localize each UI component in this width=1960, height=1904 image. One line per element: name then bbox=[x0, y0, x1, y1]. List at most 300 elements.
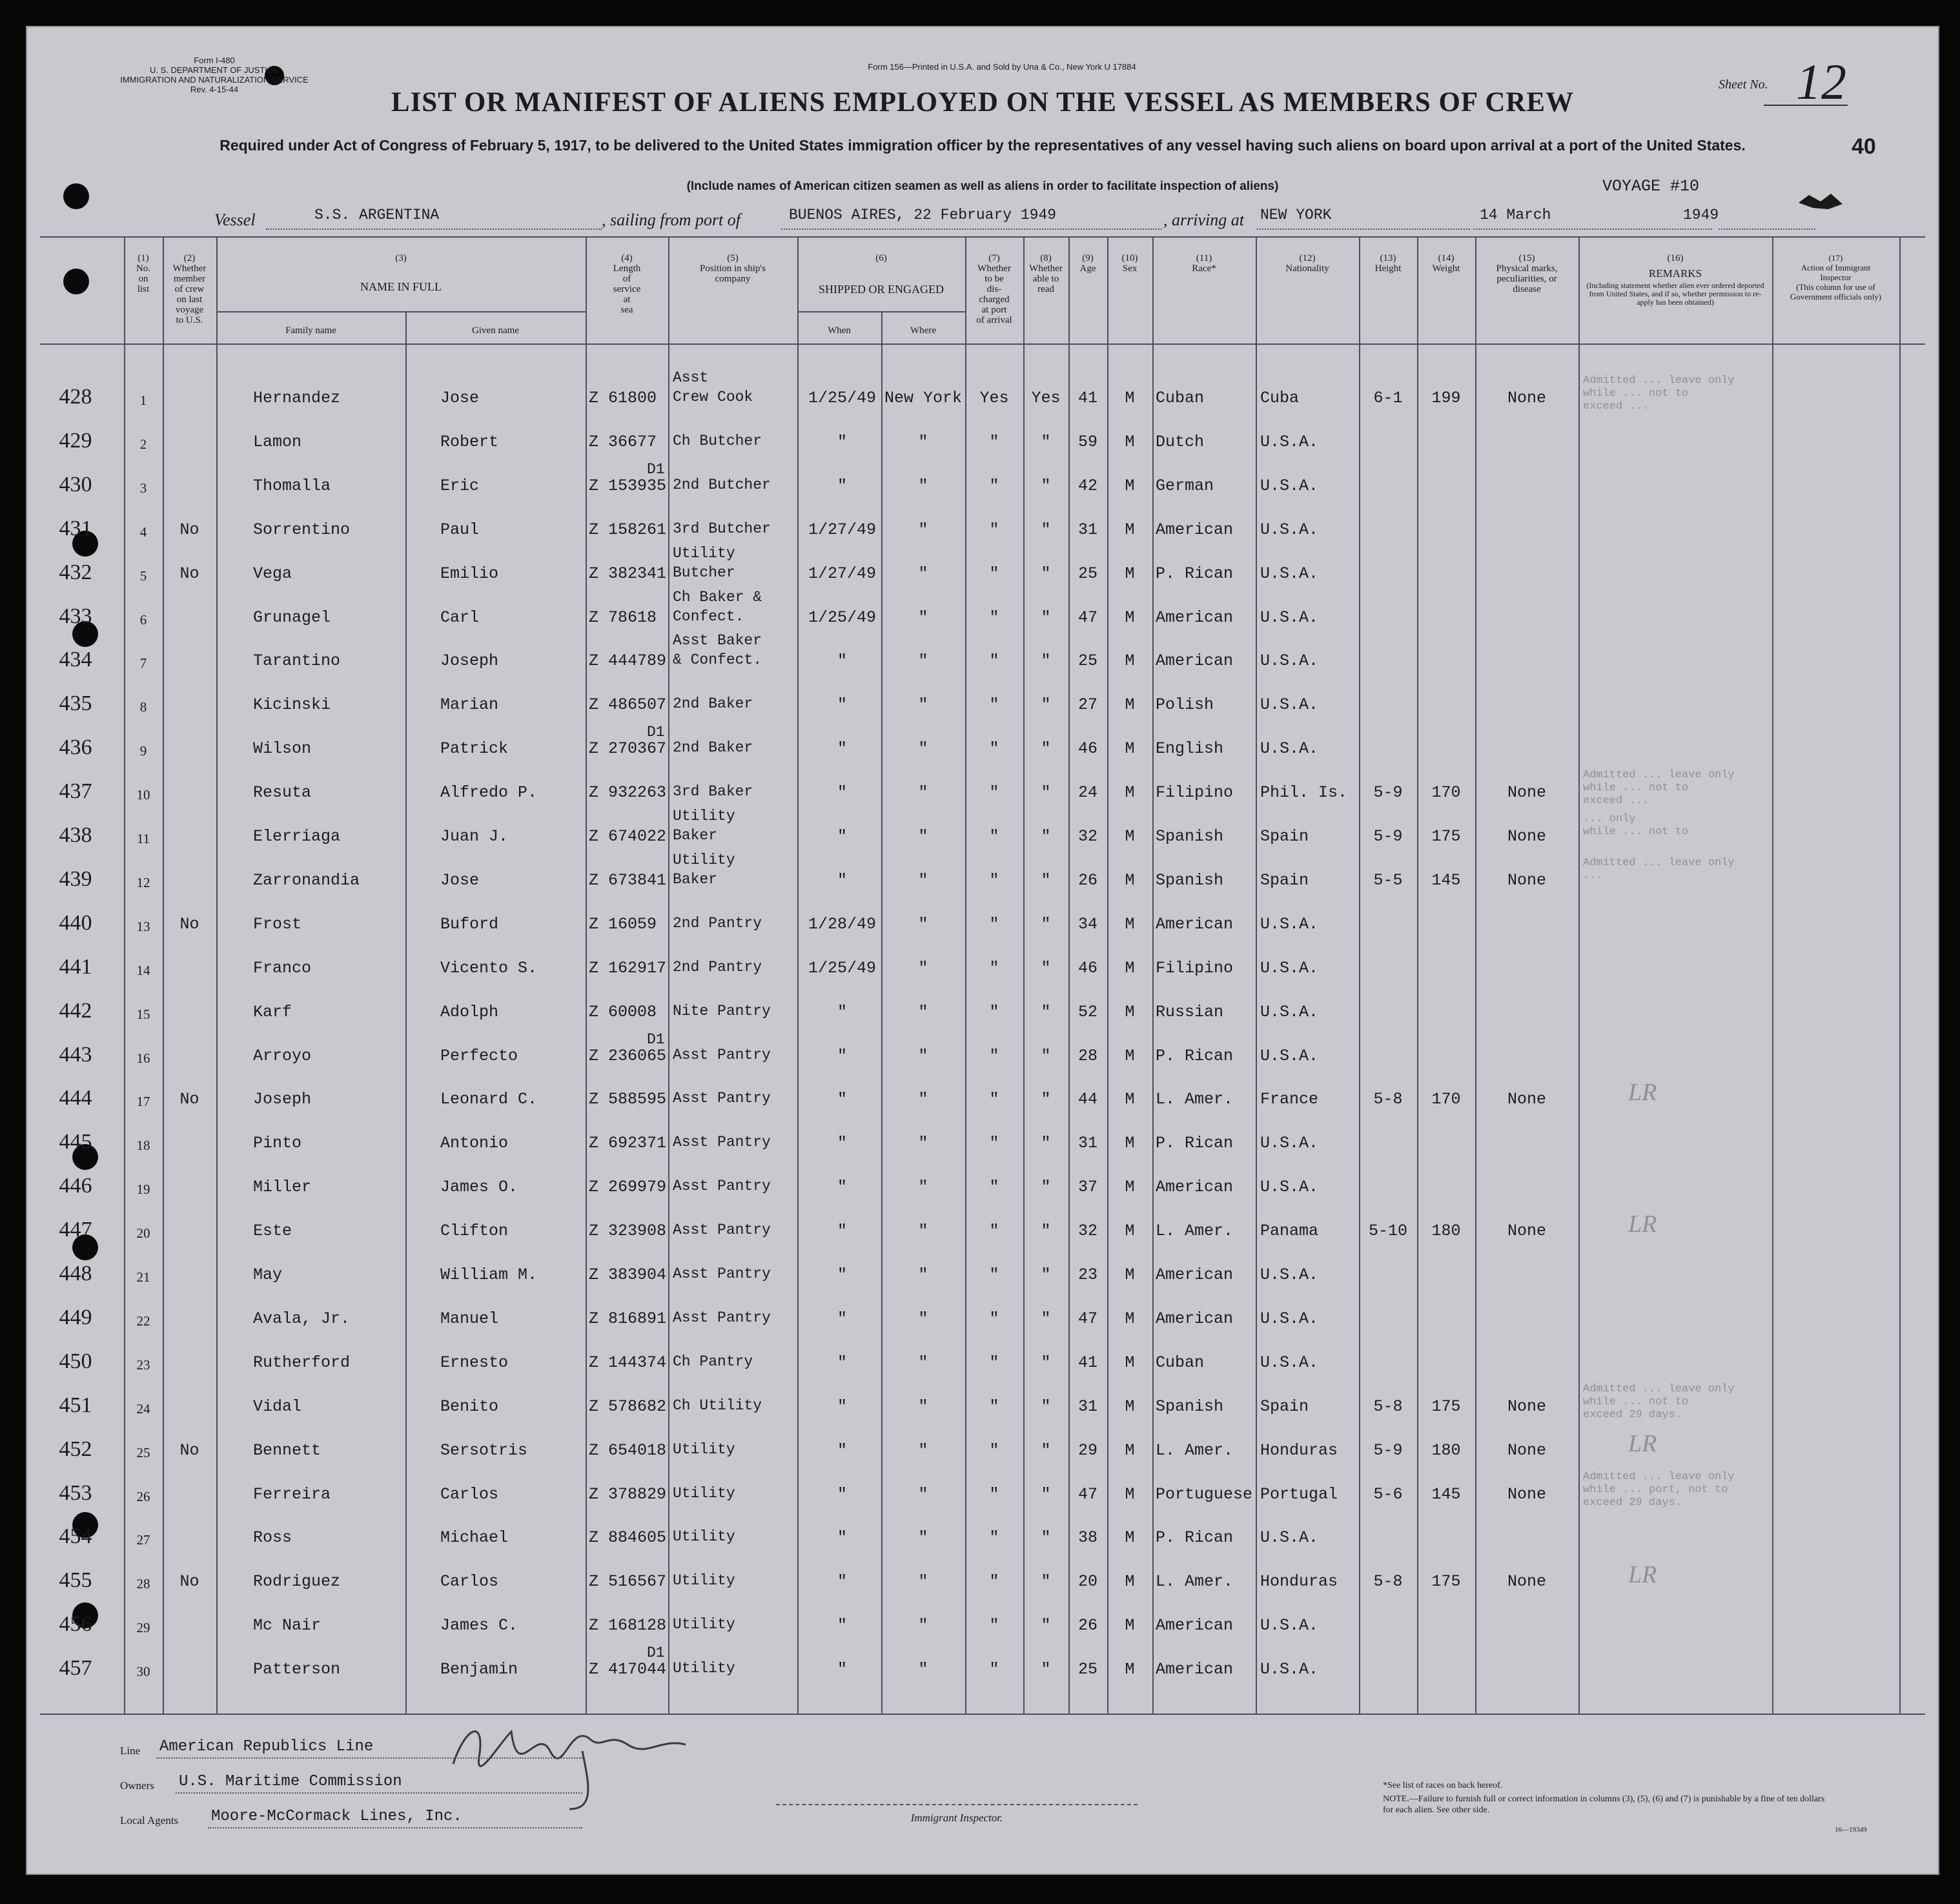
cell-position: Ch Baker & bbox=[673, 588, 762, 606]
vessel-underline bbox=[266, 229, 602, 230]
cell-no: 5 bbox=[139, 568, 147, 584]
department-name: U. S. DEPARTMENT OF JUSTICE bbox=[149, 65, 280, 75]
cell-race: American bbox=[1156, 1309, 1234, 1328]
cell-when: " bbox=[837, 1309, 847, 1328]
list-line-number: 451 bbox=[59, 1393, 92, 1417]
list-line-number: 449 bbox=[59, 1305, 92, 1329]
cell-height: 5-8 bbox=[1373, 1090, 1403, 1109]
cell-age: 47 bbox=[1077, 608, 1097, 627]
cell-nationality: U.S.A. bbox=[1260, 432, 1319, 451]
table-row bbox=[27, 632, 1938, 679]
inspector-signature-line bbox=[776, 1804, 1138, 1805]
cell-sex: M bbox=[1125, 827, 1135, 846]
cell-family: Wilson bbox=[253, 739, 312, 759]
cell-age: 31 bbox=[1077, 1397, 1097, 1416]
cell-race: Spanish bbox=[1156, 870, 1224, 890]
cell-service: Z 588595 bbox=[589, 1090, 667, 1109]
cell-service: Z 884605 bbox=[589, 1528, 667, 1548]
cell-nationality: U.S.A. bbox=[1260, 651, 1319, 671]
cell-race: L. Amer. bbox=[1156, 1090, 1234, 1109]
cell-position: Utility bbox=[673, 1660, 735, 1677]
cell-nationality: U.S.A. bbox=[1260, 739, 1319, 759]
cell-where: " bbox=[918, 476, 928, 495]
cell-race: P. Rican bbox=[1156, 564, 1234, 583]
cell-position: Utility bbox=[673, 1528, 735, 1546]
cell-sex: M bbox=[1125, 1572, 1135, 1592]
table-row bbox=[27, 1162, 1938, 1205]
cell-nationality: Cuba bbox=[1260, 389, 1300, 407]
cell-height: 5-6 bbox=[1373, 1484, 1403, 1504]
cell-position: Utility bbox=[673, 544, 735, 562]
cell-nationality: U.S.A. bbox=[1260, 914, 1319, 934]
revision-date: Rev. 4-15-44 bbox=[190, 85, 239, 94]
cell-service: Z 516567 bbox=[589, 1572, 667, 1592]
cell-given: Robert bbox=[440, 432, 499, 451]
table-row bbox=[27, 1382, 1938, 1425]
list-line-number: 450 bbox=[59, 1349, 92, 1373]
col-header-action: (17) Action of Immigrant Inspector (This column for use of Government officials only) bbox=[1790, 253, 1882, 302]
cell-service-note: D1 bbox=[647, 460, 665, 478]
cell-position: 2nd Pantry bbox=[673, 914, 762, 932]
cell-race: Russian bbox=[1156, 1002, 1224, 1021]
cell-read: " bbox=[1041, 1046, 1051, 1065]
cell-given: Perfecto bbox=[440, 1046, 518, 1065]
cell-given: Eric bbox=[440, 476, 480, 495]
cell-nationality: U.S.A. bbox=[1260, 1178, 1319, 1197]
cell-service: Z 144374 bbox=[589, 1353, 667, 1372]
cell-service: Z 578682 bbox=[589, 1397, 667, 1416]
cell-sex: M bbox=[1125, 870, 1135, 890]
cell-service: Z 168128 bbox=[589, 1616, 667, 1635]
cell-nationality: U.S.A. bbox=[1260, 1046, 1319, 1065]
list-line-number: 436 bbox=[59, 735, 92, 760]
list-line-number: 455 bbox=[59, 1568, 92, 1593]
cell-remarks: Admitted ... leave only bbox=[1583, 1382, 1735, 1395]
list-line-number: 438 bbox=[59, 823, 92, 847]
cell-service: Z 323908 bbox=[589, 1222, 667, 1241]
cell-when: " bbox=[837, 432, 847, 451]
cell-age: 46 bbox=[1077, 739, 1097, 759]
cell-sex: M bbox=[1125, 432, 1135, 451]
vessel-label: Vessel bbox=[214, 210, 256, 229]
cell-race: Spanish bbox=[1156, 827, 1224, 846]
cell-age: 52 bbox=[1077, 1002, 1097, 1021]
cell-height: 5-8 bbox=[1373, 1397, 1403, 1416]
cell-race: American bbox=[1156, 1616, 1234, 1635]
table-row bbox=[27, 724, 1938, 767]
cell-age: 44 bbox=[1077, 1090, 1097, 1109]
list-line-number: 453 bbox=[59, 1480, 92, 1505]
cell-family: Ross bbox=[253, 1528, 292, 1548]
cell-no: 18 bbox=[136, 1138, 150, 1154]
cell-sex: M bbox=[1125, 914, 1135, 934]
cell-read: " bbox=[1041, 739, 1051, 759]
col-header-age: (9) Age bbox=[1079, 253, 1096, 274]
cell-remarks: Admitted ... leave only bbox=[1583, 374, 1735, 387]
cell-position: Asst Pantry bbox=[673, 1309, 771, 1326]
col-header-race: (11) Race* bbox=[1192, 253, 1216, 274]
cell-position: Baker bbox=[673, 870, 718, 888]
cell-height: 5-9 bbox=[1373, 827, 1403, 846]
cell-remarks: Admitted ... leave only bbox=[1583, 856, 1735, 869]
cell-read: " bbox=[1041, 1134, 1051, 1153]
cell-read: " bbox=[1041, 870, 1051, 890]
cell-action: LR bbox=[1628, 1211, 1657, 1238]
table-row bbox=[27, 1644, 1938, 1688]
col-header-remarks: REMARKS bbox=[1648, 267, 1702, 280]
cell-read: " bbox=[1041, 608, 1051, 627]
cell-where: " bbox=[918, 1440, 928, 1460]
owners-value: U.S. Maritime Commission bbox=[179, 1773, 402, 1790]
cell-where: " bbox=[918, 1484, 928, 1504]
cell-height: 5-5 bbox=[1373, 870, 1403, 890]
cell-age: 32 bbox=[1077, 827, 1097, 846]
cell-sex: M bbox=[1125, 1309, 1135, 1328]
table-row bbox=[27, 1601, 1938, 1644]
col-header-weight: (14) Weight bbox=[1432, 253, 1460, 274]
cell-where: " bbox=[918, 520, 928, 539]
cell-service: Z 158261 bbox=[589, 520, 667, 539]
cell-race: Filipino bbox=[1156, 783, 1234, 803]
cell-sex: M bbox=[1125, 608, 1135, 627]
cell-position: 3rd Baker bbox=[673, 783, 753, 801]
cell-given: Alfredo P. bbox=[440, 783, 538, 803]
cell-family: Patterson bbox=[253, 1660, 341, 1679]
cell-marks: None bbox=[1507, 1397, 1546, 1416]
cell-discharged: " bbox=[989, 870, 999, 890]
list-line-number: 433 bbox=[59, 604, 92, 628]
cell-read: " bbox=[1041, 914, 1051, 934]
cell-sex: M bbox=[1125, 1222, 1135, 1241]
cell-nationality: Phil. Is. bbox=[1260, 783, 1348, 803]
cell-given: Antonio bbox=[440, 1134, 509, 1153]
agents-label: Local Agents bbox=[120, 1814, 179, 1827]
table-row bbox=[27, 544, 1938, 592]
cell-discharged: " bbox=[989, 1528, 999, 1548]
list-line-number: 442 bbox=[59, 998, 92, 1023]
cell-nationality: Spain bbox=[1260, 827, 1309, 846]
owners-label: Owners bbox=[120, 1779, 154, 1792]
signature bbox=[440, 1686, 737, 1816]
cell-when: 1/27/49 bbox=[808, 564, 877, 583]
cell-position: Butcher bbox=[673, 564, 735, 581]
cell-when: " bbox=[837, 1090, 847, 1109]
cell-position: Utility bbox=[673, 1484, 735, 1502]
cell-where: " bbox=[918, 1265, 928, 1284]
cell-action: LR bbox=[1628, 1079, 1657, 1107]
cell-remarks: exceed ... bbox=[1583, 400, 1649, 413]
cell-race: Portuguese bbox=[1156, 1484, 1253, 1504]
cell-given: William M. bbox=[440, 1265, 538, 1284]
cell-when: " bbox=[837, 1353, 847, 1372]
cell-service: Z 60008 bbox=[589, 1002, 657, 1021]
cell-position: Crew Cook bbox=[673, 389, 753, 405]
cell-race: Cuban bbox=[1156, 1353, 1205, 1372]
cell-age: 42 bbox=[1077, 476, 1097, 495]
cell-no: 25 bbox=[136, 1444, 150, 1460]
cell-service: Z 162917 bbox=[589, 958, 667, 978]
cell-position: 2nd Butcher bbox=[673, 476, 771, 493]
cell-position: Nite Pantry bbox=[673, 1002, 771, 1019]
cell-position: 2nd Pantry bbox=[673, 958, 762, 976]
cell-discharged: " bbox=[989, 695, 999, 715]
cell-sex: M bbox=[1125, 1353, 1135, 1372]
cell-nationality: Spain bbox=[1260, 1397, 1309, 1416]
cell-where: " bbox=[918, 1134, 928, 1153]
cell-nationality: U.S.A. bbox=[1260, 1528, 1319, 1548]
cell-discharged: " bbox=[989, 432, 999, 451]
cell-position: 3rd Butcher bbox=[673, 520, 771, 537]
form-code: 16—19349 bbox=[1835, 1826, 1867, 1834]
cell-no: 23 bbox=[136, 1356, 150, 1373]
cell-no: 20 bbox=[136, 1225, 150, 1242]
col-header-read: (8) Whether able to read bbox=[1029, 253, 1063, 294]
list-line-number: 440 bbox=[59, 910, 92, 935]
cell-sex: M bbox=[1125, 1178, 1135, 1197]
list-line-number: 435 bbox=[59, 691, 92, 716]
cell-nationality: Honduras bbox=[1260, 1440, 1338, 1460]
cell-no: 11 bbox=[136, 831, 150, 846]
cell-service: Z 486507 bbox=[589, 695, 667, 715]
cell-no: 22 bbox=[136, 1313, 150, 1329]
list-line-number: 454 bbox=[59, 1524, 92, 1549]
cell-family: Elerriaga bbox=[253, 827, 341, 846]
penalty-note: NOTE.—Failure to furnish full or correct information in columns (3), (5), (6) and (7) is punishable by a fine of ten dollars for each alien. See other side. bbox=[1383, 1794, 1825, 1815]
list-line-number: 428 bbox=[59, 385, 92, 409]
cell-remarks: while ... not to bbox=[1583, 782, 1689, 795]
cell-discharged: " bbox=[989, 827, 999, 846]
cell-no: 28 bbox=[136, 1576, 150, 1592]
cell-sex: M bbox=[1125, 1440, 1135, 1460]
cell-sex: M bbox=[1125, 695, 1135, 715]
cell-no: 10 bbox=[136, 787, 150, 803]
cell-no: 1 bbox=[139, 393, 147, 408]
cell-prev: No bbox=[179, 1440, 199, 1460]
cell-remarks: ... only bbox=[1583, 813, 1636, 825]
cell-sex: M bbox=[1125, 1046, 1135, 1065]
cell-given: Leonard C. bbox=[440, 1090, 538, 1109]
cell-race: Filipino bbox=[1156, 958, 1234, 978]
cell-weight: 180 bbox=[1431, 1440, 1461, 1460]
cell-position: Utility bbox=[673, 1440, 735, 1458]
line-label: Line bbox=[120, 1745, 141, 1757]
cell-action: LR bbox=[1628, 1561, 1657, 1589]
printer-line: Form 156—Printed in U.S.A. and Sold by Una & Co., New York U 17884 bbox=[868, 62, 1136, 72]
cell-marks: None bbox=[1507, 870, 1546, 890]
table-row bbox=[27, 768, 1938, 811]
cell-nationality: France bbox=[1260, 1090, 1319, 1109]
cell-read: " bbox=[1041, 564, 1051, 583]
cell-position: Asst bbox=[673, 369, 709, 386]
cell-nationality: U.S.A. bbox=[1260, 476, 1319, 495]
col-header-name: NAME IN FULL bbox=[360, 280, 442, 293]
cell-given: Joseph bbox=[440, 651, 499, 671]
cell-given: Sersotris bbox=[440, 1440, 528, 1460]
col-header-marks: (15) Physical marks, peculiarities, or disease bbox=[1496, 253, 1558, 294]
table-row bbox=[27, 1513, 1938, 1556]
table-row bbox=[27, 461, 1938, 504]
race-note: *See list of races on back hereof. bbox=[1383, 1781, 1503, 1790]
cell-age: 34 bbox=[1077, 914, 1097, 934]
cell-read: " bbox=[1041, 1572, 1051, 1592]
col-header-previous-voyage: (2) Whether member of crew on last voyage to U.S. bbox=[172, 253, 207, 325]
cell-sex: M bbox=[1125, 1002, 1135, 1021]
cell-age: 25 bbox=[1077, 651, 1097, 671]
list-line-number: 437 bbox=[59, 779, 92, 804]
cell-nationality: U.S.A. bbox=[1260, 520, 1319, 539]
cell-discharged: " bbox=[989, 1134, 999, 1153]
cell-position: Utility bbox=[673, 1572, 735, 1590]
cell-when: " bbox=[837, 1397, 847, 1416]
cell-given: Ernesto bbox=[440, 1353, 509, 1372]
list-line-number: 452 bbox=[59, 1437, 92, 1461]
cell-weight: 175 bbox=[1431, 1572, 1461, 1592]
cell-read: " bbox=[1041, 1265, 1051, 1284]
cell-family: Vega bbox=[253, 564, 292, 583]
cell-sex: M bbox=[1125, 520, 1135, 539]
cell-discharged: " bbox=[989, 564, 999, 583]
cell-age: 37 bbox=[1077, 1178, 1097, 1197]
cell-marks: None bbox=[1507, 1484, 1546, 1504]
cell-given: Carlos bbox=[440, 1484, 499, 1504]
cell-given: Emilio bbox=[440, 564, 499, 583]
cell-no: 2 bbox=[139, 436, 147, 452]
cell-service: Z 61800 bbox=[589, 389, 657, 407]
cell-marks: None bbox=[1507, 1090, 1546, 1109]
cell-race: American bbox=[1156, 608, 1234, 627]
cell-family: Mc Nair bbox=[253, 1616, 322, 1635]
cell-race: German bbox=[1156, 476, 1214, 495]
cell-race: American bbox=[1156, 1660, 1234, 1679]
cell-race: American bbox=[1156, 520, 1234, 539]
cell-height: 5-10 bbox=[1368, 1222, 1407, 1241]
cell-discharged: Yes bbox=[979, 389, 1009, 407]
agents-underline bbox=[208, 1827, 582, 1828]
cell-where: " bbox=[918, 783, 928, 803]
cell-remarks: while ... not to bbox=[1583, 1395, 1689, 1408]
cell-age: 20 bbox=[1077, 1572, 1097, 1592]
arriving-port: NEW YORK bbox=[1260, 207, 1332, 223]
cell-prev: No bbox=[179, 520, 199, 539]
cell-read: " bbox=[1041, 1353, 1051, 1372]
col-header-remarks-note: (Including statement whether alien ever ordered deported from United States, and if so, whether permission to re-apply has been obtained) bbox=[1586, 281, 1764, 307]
cell-where: " bbox=[918, 695, 928, 715]
cell-age: 29 bbox=[1077, 1440, 1097, 1460]
cell-age: 25 bbox=[1077, 1660, 1097, 1679]
cell-race: P. Rican bbox=[1156, 1528, 1234, 1548]
table-row bbox=[27, 1426, 1938, 1469]
cell-read: " bbox=[1041, 1484, 1051, 1504]
cell-weight: 199 bbox=[1431, 389, 1461, 407]
cell-read: " bbox=[1041, 1222, 1051, 1241]
cell-age: 47 bbox=[1077, 1484, 1097, 1504]
table-row bbox=[27, 417, 1938, 460]
cell-service: Z 816891 bbox=[589, 1309, 667, 1328]
cell-when: " bbox=[837, 1134, 847, 1153]
cell-where: " bbox=[918, 1397, 928, 1416]
sheet-label: Sheet No. bbox=[1719, 77, 1768, 92]
cell-position: Confect. bbox=[673, 608, 744, 625]
cell-given: Jose bbox=[440, 389, 480, 407]
cell-family: Franco bbox=[253, 958, 312, 978]
cell-family: Rodriguez bbox=[253, 1572, 341, 1592]
cell-when: " bbox=[837, 1046, 847, 1065]
cell-given: Manuel bbox=[440, 1309, 499, 1328]
cell-family: Tarantino bbox=[253, 651, 341, 671]
table-row bbox=[27, 1294, 1938, 1337]
list-line-number: 441 bbox=[59, 954, 92, 979]
cell-service: Z 16059 bbox=[589, 914, 657, 934]
alien-count: 40 bbox=[1852, 134, 1876, 159]
shipped-subrule bbox=[797, 311, 965, 312]
cell-no: 13 bbox=[136, 918, 150, 934]
cell-no: 7 bbox=[139, 655, 147, 671]
cell-age: 26 bbox=[1077, 870, 1097, 890]
cell-position: 2nd Baker bbox=[673, 695, 753, 713]
cell-read: " bbox=[1041, 520, 1051, 539]
cell-no: 24 bbox=[136, 1400, 150, 1417]
cell-position: Asst Baker bbox=[673, 632, 762, 650]
cell-where: " bbox=[918, 1002, 928, 1021]
cell-family: Rutherford bbox=[253, 1353, 351, 1372]
cell-remarks: while ... port, not to bbox=[1583, 1483, 1728, 1496]
list-line-number: 432 bbox=[59, 560, 92, 584]
cell-age: 28 bbox=[1077, 1046, 1097, 1065]
cell-where: " bbox=[918, 608, 928, 627]
cell-read: " bbox=[1041, 827, 1051, 846]
arriving-underline bbox=[1257, 229, 1470, 230]
cell-where: " bbox=[918, 870, 928, 890]
cell-where: " bbox=[918, 1528, 928, 1548]
table-row bbox=[27, 943, 1938, 987]
cell-race: English bbox=[1156, 739, 1224, 759]
cell-sex: M bbox=[1125, 958, 1135, 978]
cell-sex: M bbox=[1125, 1660, 1135, 1679]
table-row bbox=[27, 369, 1938, 416]
form-number: Form I-480 bbox=[194, 56, 235, 65]
col-header-sex: (10) Sex bbox=[1121, 253, 1138, 274]
year-underline bbox=[1719, 229, 1815, 230]
cell-age: 41 bbox=[1077, 389, 1097, 407]
cell-weight: 145 bbox=[1431, 870, 1461, 890]
cell-nationality: U.S.A. bbox=[1260, 958, 1319, 978]
list-line-number: 457 bbox=[59, 1656, 92, 1681]
cell-no: 27 bbox=[136, 1532, 150, 1548]
cell-where: " bbox=[918, 1222, 928, 1241]
cell-read: " bbox=[1041, 651, 1051, 671]
cell-family: May bbox=[253, 1265, 283, 1284]
table-row bbox=[27, 1338, 1938, 1381]
line-underline bbox=[156, 1757, 582, 1759]
cell-nationality: Portugal bbox=[1260, 1484, 1338, 1504]
cell-marks: None bbox=[1507, 1440, 1546, 1460]
cell-family: Vidal bbox=[253, 1397, 302, 1416]
cell-when: 1/28/49 bbox=[808, 914, 877, 934]
cell-nationality: U.S.A. bbox=[1260, 1353, 1319, 1372]
cell-sex: M bbox=[1125, 1397, 1135, 1416]
cell-position: Ch Butcher bbox=[673, 432, 762, 449]
cell-where: " bbox=[918, 1660, 928, 1679]
table-row bbox=[27, 588, 1938, 636]
cell-sex: M bbox=[1125, 1134, 1135, 1153]
cell-race: Cuban bbox=[1156, 389, 1205, 407]
cell-marks: None bbox=[1507, 783, 1546, 803]
cell-age: 59 bbox=[1077, 432, 1097, 451]
cell-discharged: " bbox=[989, 476, 999, 495]
cell-discharged: " bbox=[989, 1353, 999, 1372]
cell-race: L. Amer. bbox=[1156, 1222, 1234, 1241]
cell-family: Frost bbox=[253, 914, 302, 934]
